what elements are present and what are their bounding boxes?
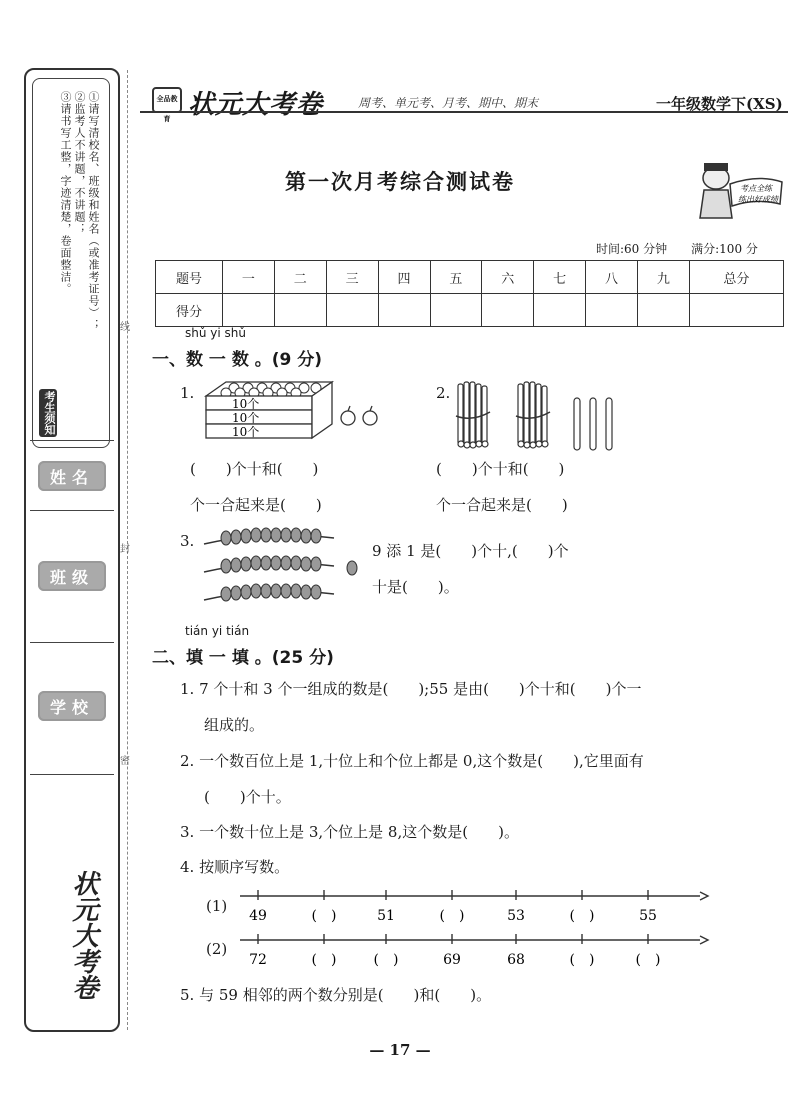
table-header-cell: 九 (638, 261, 690, 294)
section2-pinyin: tián yi tián (185, 624, 250, 638)
q2-line1: ( )个十和( ) (436, 460, 565, 478)
bead-strings-illustration (196, 524, 366, 608)
sidebar-logo: 状元大考卷 (68, 870, 98, 1000)
apple-crate-illustration (196, 376, 386, 456)
exam-tags: 周考、单元考、月考、期中、期末 (358, 96, 539, 110)
svg-text:( ): ( ) (569, 908, 595, 924)
name-field[interactable] (30, 440, 114, 510)
publisher-logo: 全品教育 (152, 87, 182, 113)
svg-text:49: 49 (249, 908, 267, 924)
sidebar-divider (30, 774, 114, 775)
name-label: 姓名 (38, 461, 106, 491)
scholar-mascot-icon (690, 158, 785, 220)
number-line-2 (238, 934, 710, 974)
section1-title: 一、数 一 数 。(9 分) (152, 350, 323, 370)
svg-text:( ): ( ) (373, 952, 399, 968)
score-cell[interactable] (586, 294, 638, 327)
q2-line2: 个一合起来是( ) (436, 496, 568, 514)
svg-text:练出好成绩: 练出好成绩 (738, 195, 778, 204)
q1-line1: ( )个十和( ) (190, 460, 319, 478)
section1-pinyin: shǔ yi shǔ (185, 326, 246, 340)
numberline2-label: (2) (206, 940, 228, 958)
school-label: 学校 (38, 691, 106, 721)
school-field[interactable] (30, 642, 114, 774)
s2-q2-line1: 2. 一个数百位上是 1,十位上和个位上都是 0,这个数是( ),它里面有 (180, 752, 644, 770)
score-cell[interactable] (223, 294, 275, 327)
svg-text:( ): ( ) (311, 952, 337, 968)
s2-q4: 4. 按顺序写数。 (180, 858, 290, 876)
q3-number: 3. (180, 532, 195, 550)
score-cell[interactable] (534, 294, 586, 327)
svg-text:考点全练: 考点全练 (740, 184, 772, 193)
table-header-cell: 五 (430, 261, 482, 294)
time-and-score-info: 时间:60 分钟 满分:100 分 (596, 242, 758, 256)
score-cell[interactable] (638, 294, 690, 327)
svg-text:( ): ( ) (569, 952, 595, 968)
notice-line-3: ③请书写工整，字迹清楚，卷面整洁。 (59, 91, 72, 295)
svg-text:72: 72 (249, 952, 267, 968)
notice-heading: 考生须知 (39, 389, 57, 437)
svg-text:10个: 10个 (232, 425, 260, 439)
score-cell[interactable] (378, 294, 430, 327)
notice-line-2: ②监考人不讲题，不讲题； (73, 91, 86, 235)
table-header-cell: 七 (534, 261, 586, 294)
score-cell[interactable] (689, 294, 783, 327)
table-header-cell: 题号 (156, 261, 223, 294)
number-line-1 (238, 890, 710, 930)
s2-q1-line1: 1. 7 个十和 3 个一组成的数是( );55 是由( )个十和( )个一 (180, 680, 642, 698)
section2-title: 二、填 一 填 。(25 分) (152, 648, 334, 668)
s2-q2-line2: ( )个十。 (204, 788, 291, 806)
svg-text:69: 69 (443, 952, 461, 968)
header-rule (140, 111, 788, 113)
score-table (155, 260, 784, 327)
q3-line2: 十是( )。 (372, 578, 459, 596)
table-header-cell: 总分 (689, 261, 783, 294)
table-header-cell: 四 (378, 261, 430, 294)
score-cell[interactable] (326, 294, 378, 327)
svg-text:68: 68 (507, 952, 525, 968)
table-header-cell: 八 (586, 261, 638, 294)
q1-line2: 个一合起来是( ) (190, 496, 322, 514)
notice-line-1: ①请写清校名、班级和姓名（或准考证号）； (87, 91, 100, 331)
score-label-cell: 得分 (156, 294, 223, 327)
score-cell[interactable] (274, 294, 326, 327)
brand-logo: 状元大考卷 (188, 90, 324, 120)
svg-text:51: 51 (377, 908, 395, 924)
exam-notice (32, 78, 110, 448)
svg-text:10个: 10个 (232, 397, 260, 411)
cut-mark-seal: 封 (120, 544, 130, 555)
s2-q1-line2: 组成的。 (204, 716, 265, 734)
table-header-cell: 一 (223, 261, 275, 294)
numberline1-label: (1) (206, 897, 228, 915)
page-number: — 17 — (369, 1041, 431, 1059)
table-row (156, 294, 784, 327)
svg-text:( ): ( ) (635, 952, 661, 968)
cut-mark-line: 线 (120, 322, 130, 333)
cut-mark-secret: 密 (120, 756, 130, 767)
sidebar (24, 68, 120, 1032)
page-title: 第一次月考综合测试卷 (285, 169, 515, 194)
s2-q5: 5. 与 59 相邻的两个数分别是( )和( )。 (180, 986, 492, 1004)
svg-text:( ): ( ) (439, 908, 465, 924)
score-cell[interactable] (430, 294, 482, 327)
table-header-cell: 三 (326, 261, 378, 294)
s2-q3: 3. 一个数十位上是 3,个位上是 8,这个数是( )。 (180, 823, 519, 841)
q2-number: 2. (436, 384, 451, 402)
class-field[interactable] (30, 510, 114, 642)
svg-text:53: 53 (507, 908, 525, 924)
svg-text:55: 55 (639, 908, 657, 924)
class-label: 班级 (38, 561, 106, 591)
svg-text:( ): ( ) (311, 908, 337, 924)
q1-number: 1. (180, 384, 195, 402)
table-row (156, 261, 784, 294)
svg-text:10个: 10个 (232, 411, 260, 425)
score-cell[interactable] (482, 294, 534, 327)
stick-bundles-illustration (452, 378, 632, 454)
q3-line1: 9 添 1 是( )个十,( )个 (372, 542, 569, 560)
table-header-cell: 六 (482, 261, 534, 294)
grade-label: 一年级数学下(XS) (656, 95, 783, 113)
table-header-cell: 二 (274, 261, 326, 294)
